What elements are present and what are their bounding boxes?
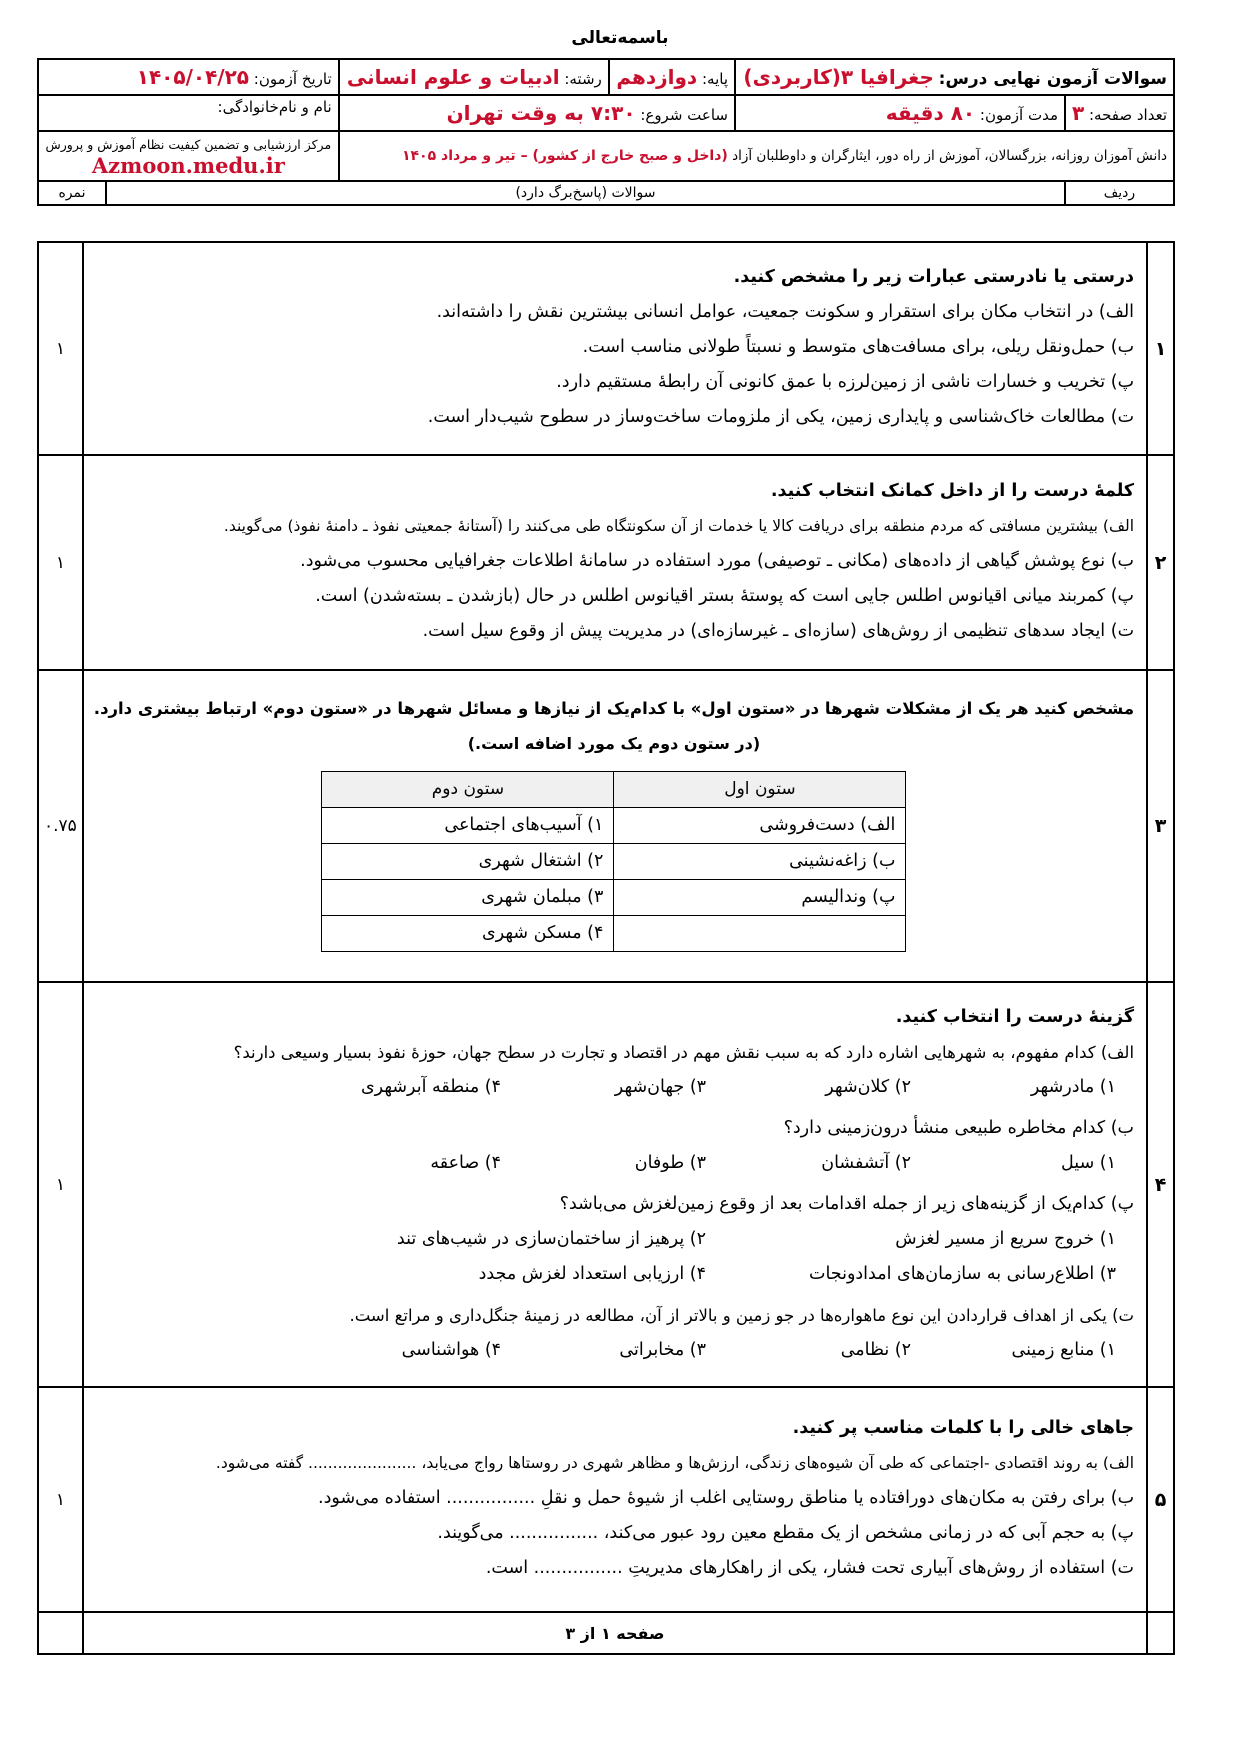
statement-b: ب) نوع پوشش گیاهی از داده‌های (مکانی ـ توصیفی) مورد استفاده در سامانهٔ اطلاعات جغرافیایی محسوب می‌شود.: [300, 551, 1135, 571]
website-link[interactable]: Azmoon.medu.ir: [91, 152, 285, 178]
field-value: ادبیات و علوم انسانی: [346, 65, 560, 89]
question-row-2: [38, 455, 1174, 670]
question-row-5: [38, 1387, 1174, 1612]
start-value: ۷:۳۰ به وقت تهران: [446, 101, 636, 125]
field-cell: [339, 59, 609, 95]
question-subtitle: (در ستون دوم یک مورد اضافه است.): [467, 733, 761, 753]
blank-b: ب) برای رفتن به مکان‌های دورافتاده یا مناطق روستایی اغلب از شیوهٔ حمل و نقلِ ................ استفاده می‌شود.: [318, 1488, 1135, 1508]
grade-cell: [609, 59, 735, 95]
mc-option[interactable]: ۴) هواشناسی: [401, 1339, 502, 1360]
mc-option[interactable]: ۳) طوفان: [634, 1152, 707, 1173]
mc-question-c: پ) کدام‌یک از گزینه‌های زیر از جمله اقدامات بعد از وقوع زمین‌لغزش می‌باشد؟: [559, 1193, 1135, 1214]
matching-table: [321, 771, 906, 952]
grade-label: پایه:: [701, 70, 728, 88]
question-body: [83, 455, 1147, 670]
center-name: مرکز ارزشیابی و تضمین کیفیت نظام آموزش و پرورش: [45, 136, 332, 152]
mc-options-c2: [94, 1257, 1134, 1292]
duration-value: ۸۰ دقیقه: [885, 101, 976, 125]
footer-empty-left: [1147, 1612, 1174, 1654]
mc-question-b: ب) کدام مخاطره طبیعی منشأ درون‌زمینی دارد؟: [783, 1117, 1135, 1138]
mc-option[interactable]: ۳) مخابراتی: [619, 1339, 707, 1360]
statement-a: الف) بیشترین مسافتی که مردم منطقه برای دریافت کالا یا خدمات از آن سکونتگاه طی می‌کنند را (آستانهٔ جمعیتی نفوذ ـ دامنهٔ نفوذ) می‌گویند.: [223, 517, 1135, 535]
questions-col-header: سوالات (پاسخ‌برگ دارد): [106, 181, 1065, 205]
blank-d: ت) استفاده از روش‌های آبیاری تحت فشار، یکی از راهکارهای مدیریتِ ................ است.: [485, 1558, 1135, 1578]
col1-item: الف) دست‌فروشی: [614, 807, 906, 843]
col1-item: پ) وندالیسم: [614, 879, 906, 915]
question-number: ۵: [1147, 1387, 1174, 1612]
grade-value: دوازدهم: [616, 65, 698, 89]
mc-options-d: [94, 1333, 1134, 1368]
mc-question-a: الف) کدام مفهوم، به شهرهایی اشاره دارد که به سبب نقش مهم در اقتصاد و تجارت در سطح جهان، حوزهٔ نفوذ بسیار وسیعی دارند؟: [233, 1042, 1135, 1062]
mc-option[interactable]: ۴) ارزیابی استعداد لغزش مجدد: [478, 1263, 707, 1284]
start-label: ساعت شروع:: [640, 106, 728, 124]
question-body: [83, 982, 1147, 1387]
start-cell: [339, 95, 735, 131]
course-name: جغرافیا ۳(کاربردی): [743, 65, 934, 89]
center-cell: [38, 131, 339, 181]
question-score: ۰.۷۵: [38, 670, 83, 982]
mc-option[interactable]: ۲) پرهیز از ساختمان‌سازی در شیب‌های تند: [396, 1228, 707, 1249]
row-col-header: ردیف: [1065, 181, 1174, 205]
question-number: ۴: [1147, 982, 1174, 1387]
question-number: ۲: [1147, 455, 1174, 670]
pages-label: تعداد صفحه:: [1088, 106, 1167, 124]
title-prefix: سوالات آزمون نهایی درس:: [938, 69, 1167, 89]
question-row-3: [38, 670, 1174, 982]
question-title: مشخص کنید هر یک از مشکلات شهرها در «ستون اول» با کدام‌یک از نیازها و مسائل شهرها در «ستون دوم» ارتباط بیشتری دارد.: [93, 698, 1135, 718]
exam-header: [37, 58, 1175, 206]
name-cell: [38, 95, 339, 131]
question-number: ۳: [1147, 670, 1174, 982]
bismillah: باسمه‌تعالی: [571, 28, 669, 48]
statement-a: الف) در انتخاب مکان برای استقرار و سکونت جمعیت، عوامل انسانی بیشترین نقش را داشته‌اند.: [436, 302, 1135, 322]
question-title: جاهای خالی را با کلمات مناسب پر کنید.: [792, 1418, 1135, 1438]
mc-option[interactable]: ۱) مادرشهر: [1030, 1076, 1117, 1097]
question-title: درستی یا نادرستی عبارات زیر را مشخص کنید.: [733, 267, 1135, 287]
statement-c: پ) کمربند میانی اقیانوس اطلس جایی است که پوستهٔ بستر اقیانوس اطلس در حال (بازشدن ـ بسته‌شدن) است.: [315, 586, 1135, 606]
mc-option[interactable]: ۲) کلان‌شهر: [825, 1076, 912, 1097]
col2-item: ۱) آسیب‌های اجتماعی: [322, 807, 614, 843]
mc-option[interactable]: ۲) آتشفشان: [821, 1152, 912, 1173]
col1-item-empty: [614, 915, 906, 951]
question-body: [83, 1387, 1147, 1612]
mc-option[interactable]: ۱) منابع زمینی: [1011, 1339, 1117, 1360]
field-label: رشته:: [564, 70, 602, 88]
col2-item: ۴) مسکن شهری: [322, 915, 614, 951]
session-text: (داخل و صبح خارج از کشور) – تیر و مرداد ۱۴۰۵: [401, 148, 728, 164]
mc-options-b: [94, 1146, 1134, 1181]
mc-option[interactable]: ۳) اطلاع‌رسانی به سازمان‌های امدادونجات: [808, 1263, 1117, 1284]
question-row-1: [38, 242, 1174, 455]
col2-item: ۲) اشتغال شهری: [322, 843, 614, 879]
blank-a: الف) به روند اقتصادی -اجتماعی که طی آن شیوه‌های زندگی، ارزش‌ها و مظاهر شهری در روستاها رواج می‌یابد، ...................... گفته می‌شود.: [215, 1454, 1135, 1472]
duration-cell: [735, 95, 1065, 131]
question-body: [83, 670, 1147, 982]
mc-option[interactable]: ۱) سیل: [1061, 1152, 1117, 1173]
name-label: نام و نام‌خانوادگی:: [217, 98, 332, 116]
col2-header: ستون دوم: [322, 771, 614, 807]
course-cell: [735, 59, 1174, 95]
statement-d: ت) مطالعات خاک‌شناسی و پایداری زمین، یکی از ملزومات ساخت‌وساز در سطوح شیب‌دار است.: [427, 407, 1135, 427]
mc-options-a: [94, 1070, 1134, 1105]
question-title: گزینهٔ درست را انتخاب کنید.: [895, 1006, 1135, 1027]
statement-c: پ) تخریب و خسارات ناشی از زمین‌لرزه با عمق کانونی آن رابطهٔ مستقیم دارد.: [556, 372, 1135, 392]
audience-text: دانش آموزان روزانه، بزرگسالان، آموزش از راه دور، ایثارگران و داوطلبان آزاد: [732, 148, 1167, 164]
question-score: ۱: [38, 1387, 83, 1612]
col1-item: ب) زاغه‌نشینی: [614, 843, 906, 879]
question-title: کلمهٔ درست را از داخل کمانک انتخاب کنید.: [770, 481, 1135, 501]
mc-option[interactable]: ۴) صاعقه: [430, 1152, 502, 1173]
question-number: ۱: [1147, 242, 1174, 455]
audience-cell: [339, 131, 1174, 181]
score-col-header: نمره: [38, 181, 106, 205]
footer-empty-right: [38, 1612, 83, 1654]
statement-d: ت) ایجاد سدهای تنظیمی از روش‌های (سازه‌ای ـ غیرسازه‌ای) در مدیریت پیش از وقوع سیل است.: [422, 621, 1135, 641]
footer-row: [38, 1612, 1174, 1654]
date-value: ۱۴۰۵/۰۴/۲۵: [136, 65, 249, 89]
questions-table: [37, 241, 1175, 1655]
blank-c: پ) به حجم آبی که در زمانی مشخص از یک مقطع معین رود عبور می‌کند، ................ می‌گویند.: [437, 1523, 1135, 1543]
question-score: ۱: [38, 455, 83, 670]
mc-option[interactable]: ۲) نظامی: [840, 1339, 912, 1360]
question-score: ۱: [38, 982, 83, 1387]
mc-option[interactable]: ۴) منطقه آبرشهری: [360, 1076, 502, 1097]
date-cell: [38, 59, 339, 95]
date-label: تاریخ آزمون:: [253, 70, 332, 88]
question-body: [83, 242, 1147, 455]
page-footer: صفحه ۱ از ۳: [83, 1612, 1147, 1654]
question-row-4: [38, 982, 1174, 1387]
question-score: ۱: [38, 242, 83, 455]
pages-cell: [1065, 95, 1174, 131]
mc-question-d: ت) یکی از اهداف قراردادن این نوع ماهواره‌ها در جو زمین و بالاتر از آن، مطالعه در زمینهٔ جنگل‌داری و مراتع است.: [349, 1305, 1135, 1325]
statement-b: ب) حمل‌ونقل ریلی، برای مسافت‌های متوسط و نسبتاً طولانی مناسب است.: [582, 337, 1135, 357]
mc-option[interactable]: ۱) خروج سریع از مسیر لغزش: [895, 1228, 1117, 1249]
mc-option[interactable]: ۳) جهان‌شهر: [614, 1076, 707, 1097]
col2-item: ۳) مبلمان شهری: [322, 879, 614, 915]
col1-header: ستون اول: [614, 771, 906, 807]
mc-options-c1: [94, 1222, 1134, 1257]
duration-label: مدت آزمون:: [979, 106, 1058, 124]
pages-value: ۳: [1071, 101, 1085, 125]
